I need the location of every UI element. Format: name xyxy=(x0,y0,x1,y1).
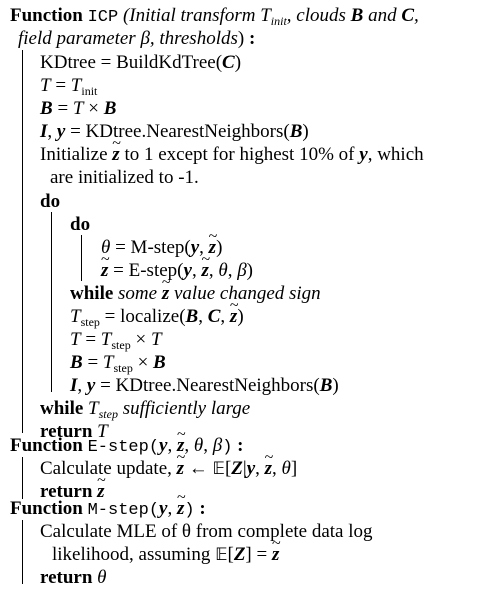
icp-function-header: Function ICP (Initial transform $T_{init}$, clouds B and C, xyxy=(10,5,419,28)
nearest-neighbors-line-2: I, y = KDtree.NearestNeighbors(B) xyxy=(70,375,339,396)
transform-b-line: B = T × B xyxy=(40,98,117,119)
mstep-function-header: Function M-step(y, ~ z) : xyxy=(10,497,206,520)
estep-scope-rule xyxy=(22,457,23,499)
inner-do-keyword: do xyxy=(70,214,91,235)
estep-function-header: Function E-step(y, ~ z, θ, β) : xyxy=(10,434,243,457)
mstep-return-value: θ xyxy=(97,567,107,588)
outer-do-keyword: do xyxy=(40,191,61,212)
outer-while-keyword: while xyxy=(40,398,84,419)
estep-return-keyword: return xyxy=(40,481,93,502)
outer-while-line: while $T_{step}$ sufficiently large xyxy=(40,398,251,421)
initialize-line-cont: are initialized to -1. xyxy=(50,167,199,188)
update-b-line: $B = T_{step} \times B$ xyxy=(70,352,166,375)
e-step-call-line: ~ z = E-step(y, ~ z, θ, β) xyxy=(101,259,253,282)
mstep-return-line xyxy=(40,566,107,589)
return-value: T xyxy=(97,421,108,442)
return-keyword: return xyxy=(40,421,93,442)
mstep-return-keyword: return xyxy=(40,567,93,588)
function-keyword: Function xyxy=(10,5,83,26)
icp-function-name: ICP xyxy=(87,8,119,27)
inner-do-scope-rule xyxy=(81,235,82,281)
m-step-call-line: θ = M-step(y, ~ z) xyxy=(101,236,222,259)
icp-function-params-cont: field parameter β, thresholds) : xyxy=(18,28,256,49)
mstep-function-keyword: Function xyxy=(10,498,83,519)
initialize-line: Initialize ~ z to 1 except for highest 10% of y, which xyxy=(40,143,424,166)
estep-return-line: return ~ z xyxy=(40,480,105,503)
outer-do-scope-rule xyxy=(51,212,52,392)
localize-line: $T_{step}$ = localize(B, C, ~ z) xyxy=(70,305,244,328)
inner-while-line: while some ~ z value changed sign xyxy=(70,282,321,305)
mstep-body-line-2: likelihood, assuming 𝔼[Z] = ~ z xyxy=(52,543,279,566)
icp-scope-rule xyxy=(22,50,23,433)
nearest-neighbors-line: I, y = KDtree.NearestNeighbors(B) xyxy=(40,121,309,142)
mstep-scope-rule xyxy=(22,520,23,584)
kdtree-build-line: KDtree = BuildKdTree(C) xyxy=(40,52,242,73)
t-init-line: $T = T_{init}$ xyxy=(40,75,98,98)
inner-while-keyword: while xyxy=(70,283,114,304)
mstep-body-line-1: Calculate MLE of θ from complete data log xyxy=(40,521,373,542)
estep-body-line: Calculate update, ~ z ← 𝔼[Z|y, ~ z, θ] xyxy=(40,457,297,480)
update-t-line: $T = T_{step} \times T$ xyxy=(70,329,162,352)
estep-function-keyword: Function xyxy=(10,435,83,456)
